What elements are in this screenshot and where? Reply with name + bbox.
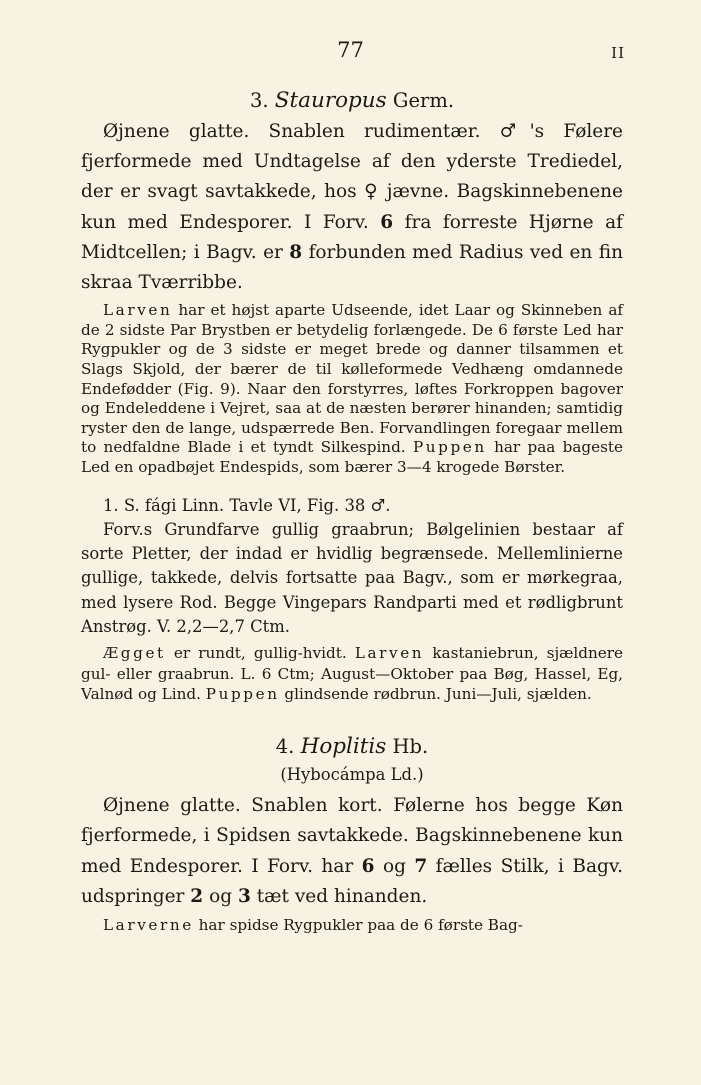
larvae-paragraph: Larverne har spidse Rygpukler paa de 6 første Bag- <box>103 916 523 935</box>
vein-number: 8 <box>289 241 303 263</box>
genus-author: Hb. <box>392 734 429 758</box>
larva-label: Larven <box>354 644 425 663</box>
page-header <box>0 38 701 68</box>
page-content <box>81 88 623 936</box>
genus-number: 3. <box>249 89 269 112</box>
pupa-label: Puppen <box>412 438 487 457</box>
egg-label: Ægget <box>103 644 166 663</box>
forewing-paragraph: Forv.s Grundfarve gullig graabrun; Bølgelinien bestaar af sorte Pletter, der indad er hvidlig begrænsede. Mellemlinierne gullige, takkede, delvis fortsatte paa Bagv., som er mørkegraa, med lysere Rod. Begge Vingepars Randparti med et rødligbrunt Anstrøg. V. 2,2—2,7 Ctm. <box>81 519 623 637</box>
genus-author: Germ. <box>392 89 455 112</box>
genus-description: Øjnene glatte. Snablen kort. Følerne hos begge Køn fjerformede, i Spidsen savtakkede. Bagskinnebenene kun med Endesporer. I Forv. har 6 og 7 fælles Stilk, i Bagv. udspringer 2 og 3 tæt ved hinanden. <box>81 795 623 907</box>
vein-number: 3 <box>237 885 251 907</box>
page-number: 77 <box>337 38 364 62</box>
genus-number: 4. <box>275 734 295 758</box>
egg-larva-paragraph: Ægget er rundt, gullig-hvidt. Larven kastaniebrun, sjældnere gul- eller graabrun. L. 6 Ctm; August—Oktober paa Bøg, Hassel, Eg, Valnød og Lind. Puppen glindsende rødbrun. Juni—Juli, sjælden. <box>81 644 624 703</box>
larvae-label: Larverne <box>103 916 194 935</box>
signature-mark: II <box>611 44 625 62</box>
pupa-label: Puppen <box>205 684 280 703</box>
genus-description: Øjnene glatte. Snablen rudimentær. ♂'s Følere fjerformede med Undtagelse af den yderste Trediedel, der er svagt savtakkede, hos ♀ jævne. Bagskinnebenene kun med Endesporer. I Forv. 6 fra forreste Hjørne af Midtcellen; i Bagv. er 8 forbunden med Radius ved en fin skraa Tværribbe. <box>81 121 623 294</box>
larva-label: Larven <box>103 301 173 320</box>
vein-number: 2 <box>190 885 204 907</box>
genus-heading-hoplitis <box>81 734 623 759</box>
genus-synonym: (Hybocámpa Ld.) <box>280 764 424 784</box>
vein-number: 7 <box>414 855 428 877</box>
vein-number: 6 <box>361 855 375 877</box>
genus-heading-stauropus <box>81 88 623 113</box>
genus-name: Stauropus <box>274 88 387 113</box>
genus-name: Hoplitis <box>300 733 387 759</box>
species-title: 1. S. fági Linn. Tavle VI, Fig. 38 ♂. <box>103 495 391 515</box>
larva-paragraph: Larven har et højst aparte Udseende, idet Laar og Skinneben af de 2 sidste Par Brystben er betydelig forlængede. De 6 første Led har Rygpukler og de 3 sidste er meget brede og danner tilsammen et Slags Skjold, der bærer de til kølleformede Vedhæng omdannede Endefødder (Fig. 9). Naar den forstyrres, løftes Forkroppen bagover og Endeleddene i Vejret, saa at de næsten berører hinanden; samtidig ryster den de lange, udspærrede Ben. Forvandlingen foregaar mellem to nedfaldne Blade i et tyndt Silkespind. Puppen har paa bageste Led en opadbøjet Endespids, som bærer 3—4 krogede Børster. <box>81 301 624 476</box>
vein-number: 6 <box>380 211 394 233</box>
